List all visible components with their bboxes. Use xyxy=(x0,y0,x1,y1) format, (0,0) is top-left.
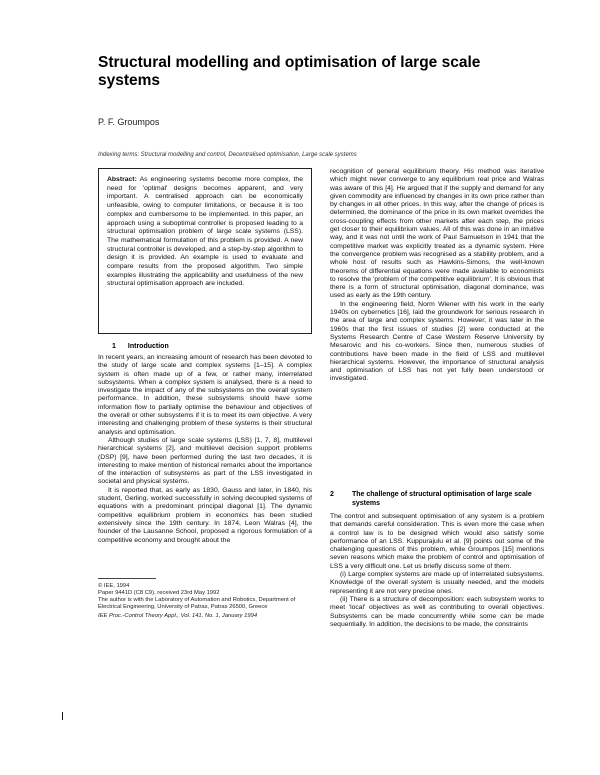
section-1-number: 1 xyxy=(112,343,116,350)
section-2-heading xyxy=(330,491,544,508)
right-column-body xyxy=(330,168,544,476)
footnote-line: The author is with the Laboratory of Automation and Robotics, Department of Electrical Engineering, University of Patras, Patras 26500, Greece xyxy=(98,597,296,610)
paper-title: Structural modelling and optimisation of large scale systems xyxy=(98,54,481,89)
paragraph: In the engineering field, Norm Wiener with his work in the early 1940s on cybernetics [16], laid the groundwork for serious research in the area of large and complex systems. However, it was later in the 1960s that the first issues of studies [2] were conducted at the Systems Research Centre of Case Western Reserve University by Mesarovic and his co-workers. Since then, numerous studies of contributions have been made in the field of LSS and multilevel hierarchical systems. However, the importance of structural analysis and optimisation of LSS has not yet fully been understood or investigated. xyxy=(330,300,544,383)
margin-mark xyxy=(62,712,63,720)
footnote-line: © IEE, 1994 xyxy=(98,583,130,589)
paragraph: The control and subsequent optimisation of any system is a problem that demands careful consideration. This is even more the case when a control law is to be designed which would also satisfy some performance of an LSS. Kuppurajulu et al. [9] points out some of the challenging questions of this problem, while Groumpos [15] mentions seven reasons which make the problem of control and optimisation of LSS a very difficult one. Let us briefly discuss some of them. xyxy=(330,513,544,570)
paragraph: recognition of general equilibrium theory. His method was iterative which might never converge to any equilibrium real price and Walras was aware of this [4]. He argued that if the supply and demand for any given commodity are influenced by changes in its own price rather than by changes in all other prices. In this way, after the change of prices is determined, the dominance of the price in its own market overrides the cross-coupling effects from other markets after each step, the prices get closer to their equilibrium values. All of this was done in an intuitive way, and it was not until the work of Paul Samuelson in 1941 that the competitive market was explicitly treated as a dynamic system. Here the convergence problem was recognised as a stability problem, and a whole host of results such as Hawkins-Simons, the well-known theorems of differential equations were made available to economists to resolve the 'problem of the competitive equilibrium'. It is obvious that there is a form of structural optimisation, diagonal dominance, was used as early as the 19th century. xyxy=(330,168,544,300)
abstract xyxy=(107,176,303,289)
section-1-heading xyxy=(112,343,169,352)
footnote-divider xyxy=(98,578,156,579)
abstract-box xyxy=(98,168,312,334)
paragraph: It is reported that, as early as 1830, Gauss and later, in 1840, his student, Gerling, worked successfully in solving decoupled systems of equations with a predominant principal diagonal [1]. The dynamic competitive equilibrium problem in economics has been studied extensively since the 19th century. In 1874, Leon Walras [4], the founder of the Lausanne School, proposed a rigorous formulation of a competitive economy and brought about the xyxy=(98,486,312,544)
section-2-title: The challenge of structural optimisation of large scale systems xyxy=(352,491,532,507)
author-name: P. F. Groumpos xyxy=(98,117,160,127)
paragraph: In recent years, an increasing amount of research has been devoted to the study of large scale and complex systems [1–15]. A complex system is often made up of a few, or rather many, interrelated subsystems. When a complex system is analysed, there is a need to investigate the impact of any of the subsystems on the overall system performance. In addition, these subsystems should have some information flow to partially optimise the behaviour and objectives of the overall or other subsystems if it is to meet its own objective. A very interesting and challenging problem of these systems is their structural analysis and optimisation. xyxy=(98,354,312,436)
paragraph: (i) Large complex systems are made up of interrelated subsystems. Knowledge of the overall system is usually needed, and the models representing it are not very precise ones. xyxy=(330,571,544,595)
section-2-number: 2 xyxy=(330,491,334,498)
abstract-text: As engineering systems become more complex, the need for 'optimal' designs becomes apparent, and very important. A centralised approach can be economically unfeasible, owing to computer limitations, or because it is too complex and cumbersome to be implemented. In this paper, an approach using a suboptimal controller is proposed leading to a structural optimisation problem of large scale systems (LSS). The mathematical formulation of this problem is provided. A new structural controller is developed, and a step-by-step algorithm to design it is provided. An example is used to evaluate and compare results from the proposed algorithm. Two simple examples illustrating the applicability and usefulness of the new structural optimisation approach are included. xyxy=(107,176,303,288)
section-1-body xyxy=(98,354,312,572)
indexing-terms: Indexing terms: Structural modelling and control, Decentralised optimisation, Large scale systems xyxy=(98,152,357,158)
journal-reference: IEE Proc.-Control Theory Appl., Vol. 141, No. 1, January 1994 xyxy=(98,613,258,619)
paragraph: Although studies of large scale systems (LSS) [1, 7, 8], multilevel hierarchical systems [2], and multilevel decision support problems (DSP) [9], have been performed during the last two decades, it is interesting to make mention of historical remarks about the importance of the interaction of subsystems as part of the LSS investigated in societal and physical systems. xyxy=(98,436,312,486)
footnote-line: Paper 9441D (C8 C9), received 23rd May 1992 xyxy=(98,590,220,596)
section-1-title: Introduction xyxy=(127,343,169,350)
abstract-label: Abstract: xyxy=(107,176,137,183)
section-2-body xyxy=(330,513,544,708)
paragraph: (ii) There is a structure of decomposition: each subsystem works to meet 'local' objectives as well as contributing to overall objectives. Subsystems can be made concurrently while some can be made sequentially. In addition, the decisions to be made, the constraints xyxy=(330,595,544,628)
footnote xyxy=(98,583,312,620)
